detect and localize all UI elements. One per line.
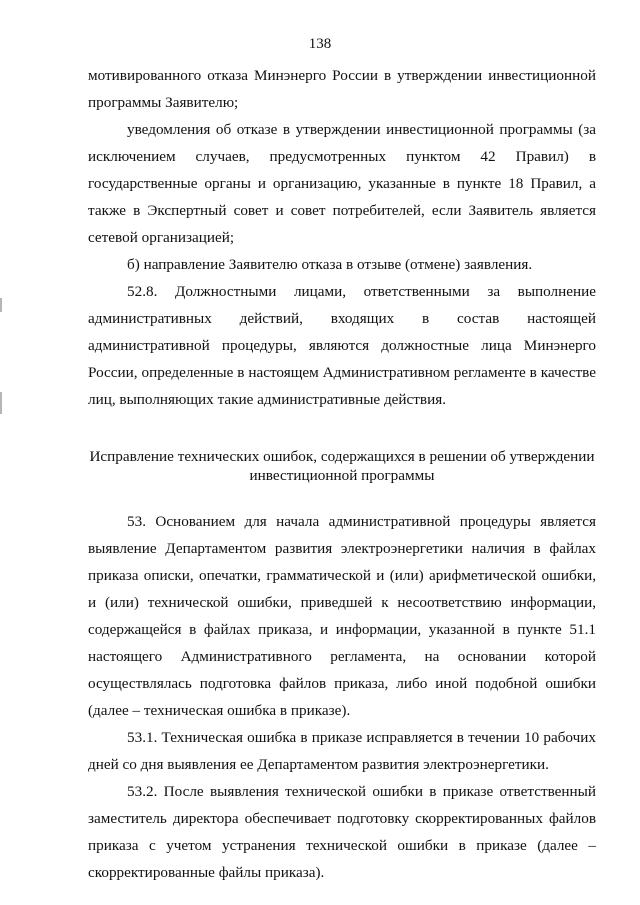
spacer — [88, 485, 596, 508]
scan-edge-mark — [0, 298, 2, 312]
paragraph-refusal-notification: уведомления об отказе в утверждении инвестиционной программы (за исключением случаев, предусмотренных пунктом 42 Правил) в государственные органы и организацию, указанные в пункте 18 Правил, а также в Экспертный совет и совет потребителей, если Заявитель является сетевой организацией; — [88, 121, 596, 246]
section-heading-line: Исправление технических ошибок, содержащихся в решении об утверждении — [89, 448, 595, 465]
page-number: 138 — [308, 36, 332, 52]
paragraph-withdrawal-refusal: б) направление Заявителю отказа в отзыве (отмене) заявления. — [127, 256, 533, 273]
paragraph-reasoned-refusal: мотивированного отказа Минэнерго России в утверждении инвестиционной программы Заявителю; — [88, 67, 596, 111]
paragraph-52-8: 52.8. Должностными лицами, ответственными за выполнение административных действий, входящих в состав настоящей административной процедуры, являются должностные лица Минэнерго России, определенные в настоящем Административном регламенте в качестве лиц, выполняющих такие административные действия. — [88, 283, 596, 408]
paragraph-53: 53. Основанием для начала административной процедуры является выявление Департаментом развития электроэнергетики наличия в файлах приказа описки, опечатки, грамматической и (или) арифметической ошибки, и (или) технической ошибки, приведшей к несоответствию информации, содержащейся в файлах приказа, и информации, указанной в пункте 51.1 настоящего Административного регламента, на основании которой осуществлялась подготовка файлов приказа, либо иной подобной ошибки (далее – техническая ошибка в приказе). — [88, 513, 596, 719]
paragraph-53-2: 53.2. После выявления технической ошибки в приказе ответственный заместитель директора обеспечивает подготовку скорректированных файлов приказа с учетом устранения технической ошибки в приказе (далее – скорректированные файлы приказа). — [88, 783, 596, 881]
spacer — [88, 413, 596, 447]
scan-edge-mark — [0, 392, 2, 414]
section-heading — [88, 447, 596, 485]
section-heading-line: инвестиционной программы — [249, 467, 435, 484]
paragraph-53-1: 53.1. Техническая ошибка в приказе исправляется в течении 10 рабочих дней со дня выявления ее Департаментом развития электроэнергетики. — [88, 729, 596, 773]
document-body — [88, 62, 596, 886]
